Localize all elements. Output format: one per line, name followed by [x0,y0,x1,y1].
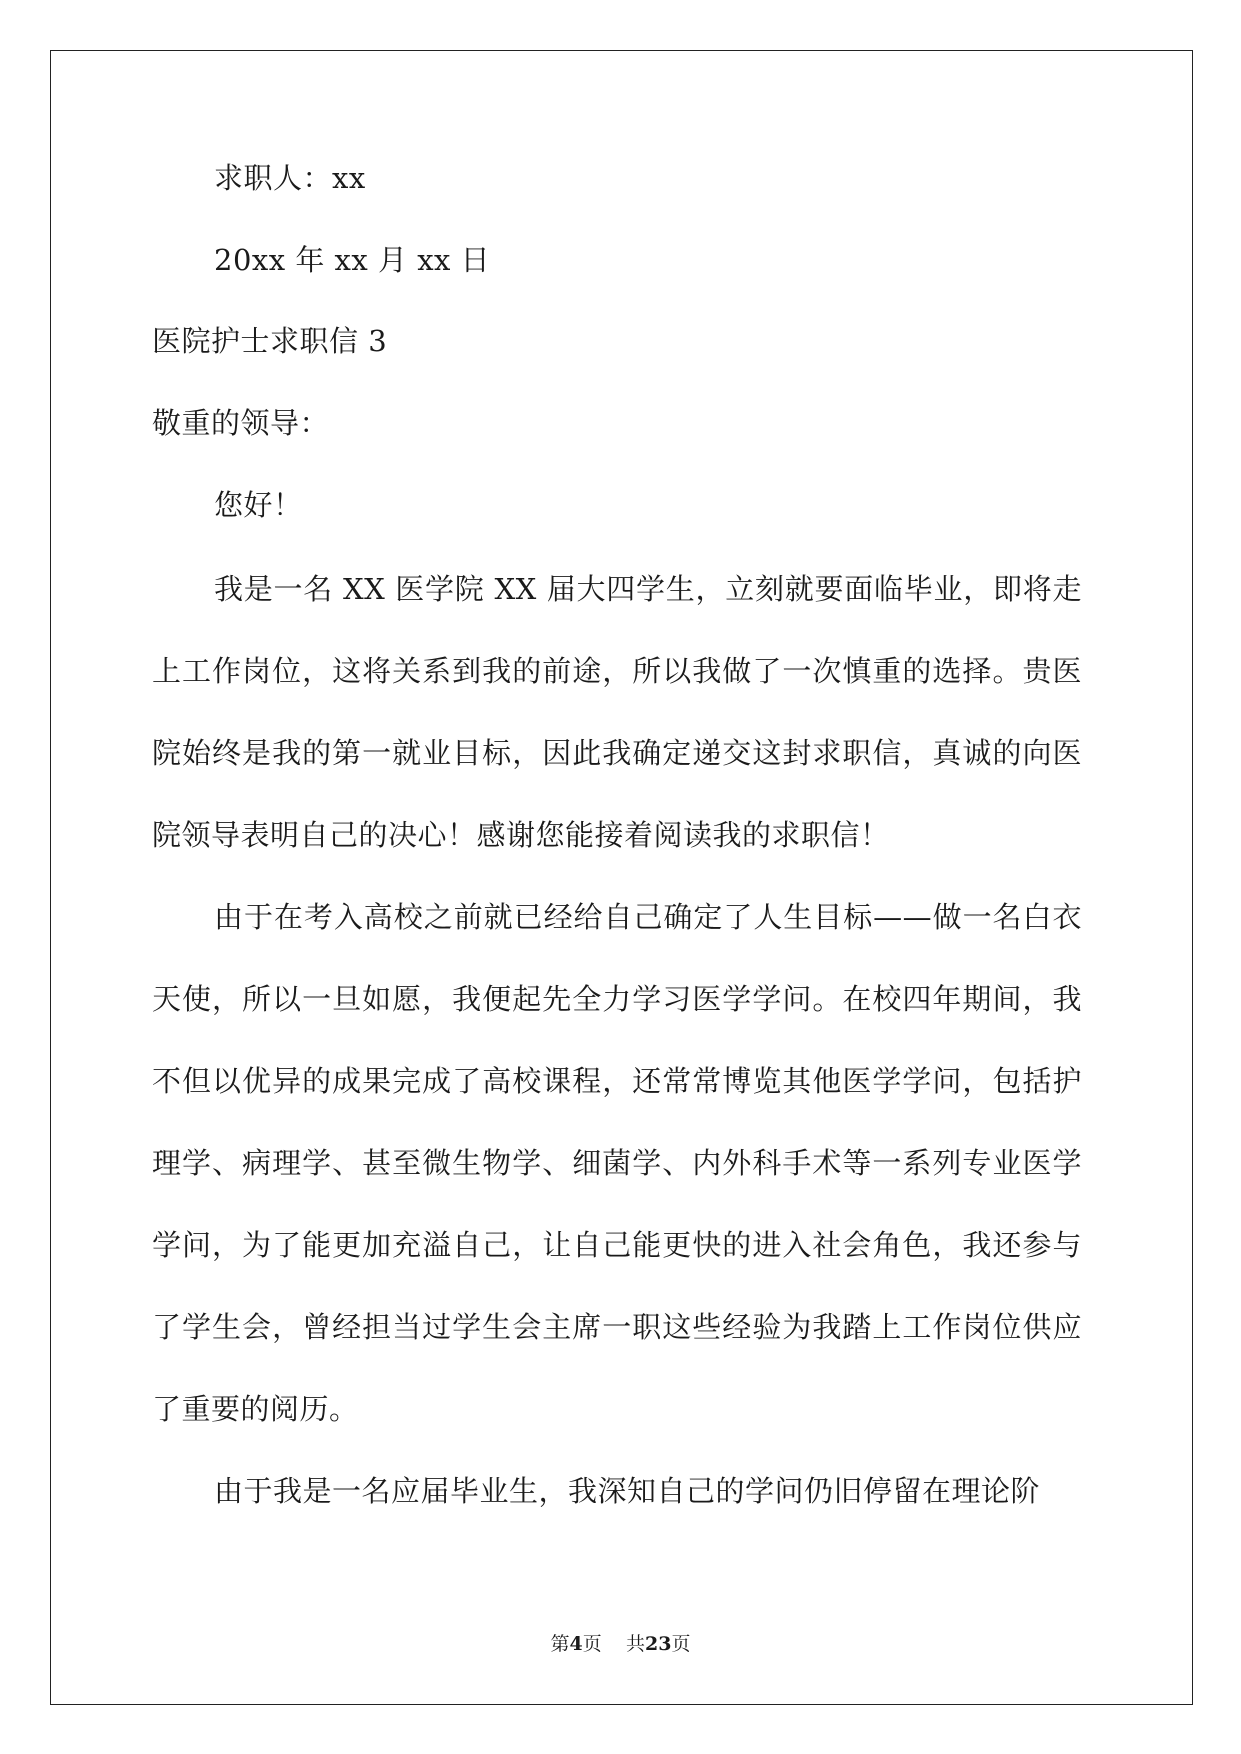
footer-total-pages: 23 [644,1633,672,1655]
footer-current-page: 4 [569,1633,583,1655]
body-paragraph-3: 由于我是一名应届毕业生，我深知自己的学问仍旧停留在理论阶 [214,1474,1041,1508]
body-paragraph-2: 由于在考入高校之前就已经给自己确定了人生目标——做一名白衣天使，所以一旦如愿，我便起先全力学习医学学问。在校四年期间，我不但以优异的成果完成了高校课程，还常常博览其他医学学问，包括护理学、病理学、甚至微生物学、细菌学、内外科手术等一系列专业医学学问，为了能更加充溢自己，让自己能更快的进入社会角色，我还参与了学生会，曾经担当过学生会主席一职这些经验为我踏上工作岗位供应了重要的阅历。 [152,900,1082,1426]
applicant-signature: 求职人：xx [214,161,366,195]
salutation: 敬重的领导： [152,406,330,440]
footer-page-suffix: 页 [582,1633,602,1655]
letter-date: 20xx 年 xx 月 xx 日 [214,243,491,277]
greeting: 您好！ [214,488,303,522]
body-paragraph-1: 我是一名 XX 医学院 XX 届大四学生，立刻就要面临毕业，即将走上工作岗位，这将关系到我的前途，所以我做了一次慎重的选择。贵医院始终是我的第一就业目标，因此我确定递交这封求职信，真诚的向医院领导表明自己的决心！感谢您能接着阅读我的求职信！ [152,572,1082,852]
footer-total-suffix: 页 [671,1633,691,1655]
letter-title: 医院护士求职信 3 [152,324,388,358]
footer-prefix: 第 [550,1633,570,1655]
page-footer [0,1632,1241,1656]
footer-total-prefix: 共 [625,1633,645,1655]
